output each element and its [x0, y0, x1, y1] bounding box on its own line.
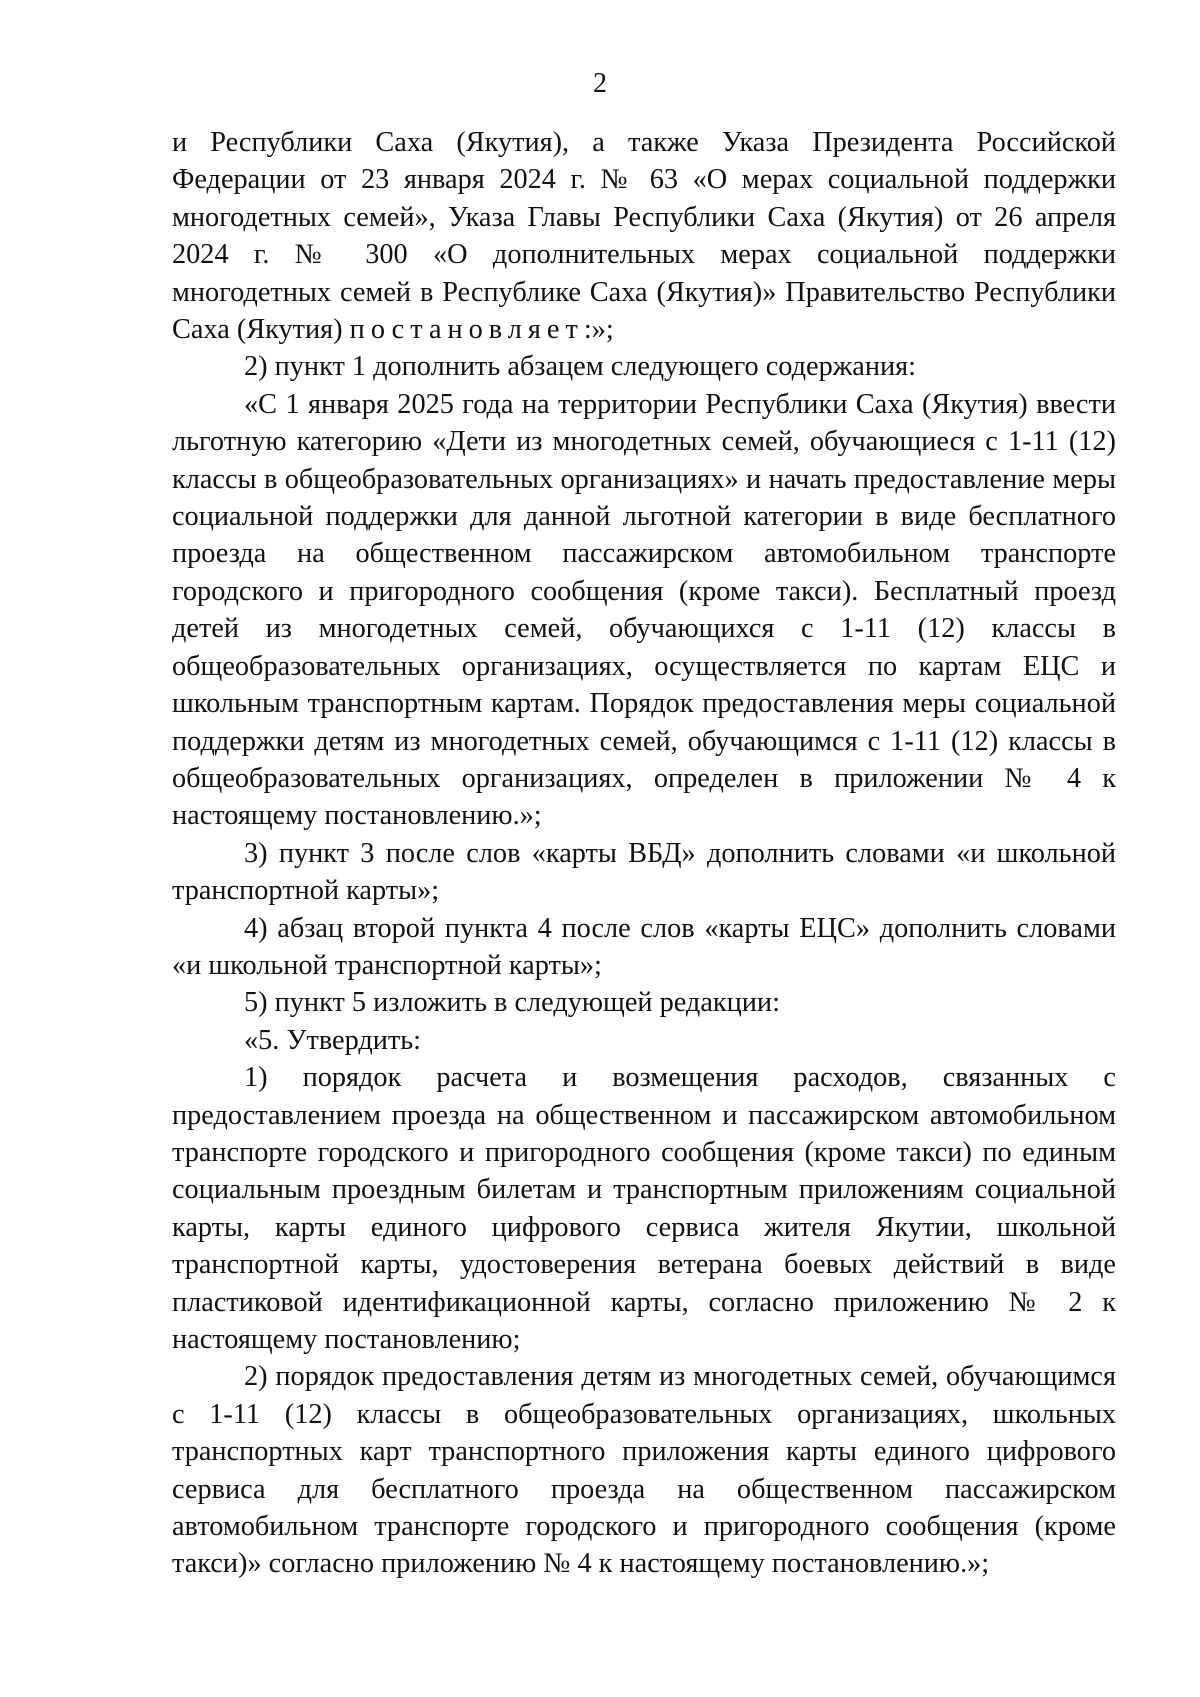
preamble-text: и Республики Саха (Якутия), а также Указа Президента Российской Федерации от 23 января 2024 г. № 63 «О мерах социальной поддержки многодетных семей», Указа Главы Республики Саха (Якутия) от 26 апреля 2024 г. № 300 «О дополнительных мерах социальной поддержки многодетных семей в Республике Саха (Якутия)» Правительство Республики Саха (Якутия) — [172, 127, 1116, 346]
paragraph-preamble — [172, 124, 1116, 348]
page-number: 2 — [593, 68, 607, 99]
document-body — [172, 124, 1116, 1583]
paragraph-item-4: 4) абзац второй пункта 4 после слов «карты ЕЦС» дополнить словами «и школьной транспортной карты»; — [172, 912, 1116, 981]
paragraph-item-2: 2) пункт 1 дополнить абзацем следующего содержания: — [244, 351, 917, 383]
paragraph-quoted-addition: «С 1 января 2025 года на территории Республики Саха (Якутия) ввести льготную категорию «Дети из многодетных семей, обучающиеся с 1-11 (12) классы в общеобразовательных организациях» и начать предоставление меры социальной поддержки для данной льготной категории в виде бесплатного проезда на общественном пассажирском автомобильном транспорте городского и пригородного сообщения (кроме такси). Бесплатный проезд детей из многодетных семей, обучающихся с 1-11 (12) классы в общеобразовательных организациях, осуществляется по картам ЕЦС и школьным транспортным картам. Порядок предоставления меры социальной поддержки детям из многодетных семей, обучающимся с 1-11 (12) классы в общеобразовательных организациях, определен в приложении № 4 к настоящему постановлению.»; — [172, 388, 1116, 832]
paragraph-subitem-1: 1) порядок расчета и возмещения расходов, связанных с предоставлением проезда на общественном и пассажирском автомобильном транспорте городского и пригородного сообщения (кроме такси) по единым социальным проездным билетам и транспортным приложениям социальной карты, карты единого цифрового сервиса жителя Якутии, школьной транспортной карты, удостоверения ветерана боевых действий в виде пластиковой идентификационной карты, согласно приложению № 2 к настоящему постановлению; — [172, 1062, 1116, 1355]
paragraph-approve: «5. Утвердить: — [244, 1024, 422, 1056]
preamble-tail: :»; — [583, 314, 614, 346]
paragraph-subitem-2: 2) порядок предоставления детям из многодетных семей, обучающимся с 1-11 (12) классы в общеобразовательных организациях, школьных транспортных карт транспортного приложения карты единого цифрового сервиса для бесплатного проезда на общественном пассажирском автомобильном транспорте городского и пригородного сообщения (кроме такси)» согласно приложению № 4 к настоящему постановлению.»; — [172, 1361, 1116, 1580]
paragraph-item-3: 3) пункт 3 после слов «карты ВБД» дополнить словами «и школьной транспортной карты»; — [172, 837, 1116, 907]
resolves-word: постановляет — [349, 314, 584, 346]
paragraph-item-5: 5) пункт 5 изложить в следующей редакции: — [244, 987, 780, 1019]
